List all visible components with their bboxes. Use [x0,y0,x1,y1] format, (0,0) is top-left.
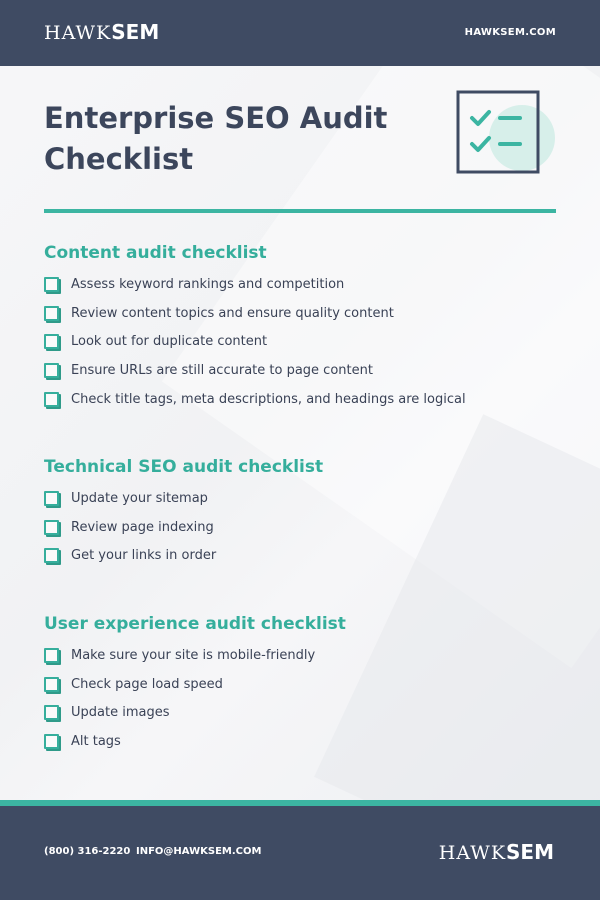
checkbox-icon[interactable] [44,277,59,292]
email-link[interactable]: INFO@HAWKSEM.COM [136,846,262,857]
header-bar [0,0,600,66]
checkbox-icon[interactable] [44,392,59,407]
checkbox-icon[interactable] [44,705,59,720]
checklist-item [44,727,564,756]
checklist-item-label: Look out for duplicate content [71,334,268,350]
checklist-item-label: Ensure URLs are still accurate to page content [71,362,373,378]
title-divider [44,209,556,213]
logo-wordmark-sem: SEM [506,840,554,864]
page-title: Enterprise SEO Audit Checklist [44,101,388,176]
checklist-item-label: Check title tags, meta descriptions, and headings are logical [71,391,466,407]
section-user-experience-audit [44,613,564,756]
checklist-item [44,270,564,299]
website-link[interactable]: HAWKSEM.COM [464,27,556,38]
checklist-item [44,385,564,414]
checklist-item [44,484,564,513]
checklist [44,484,564,570]
checklist-item [44,641,564,670]
checklist-icon [452,88,560,186]
hawksem-logo[interactable] [44,20,159,44]
checklist-item [44,541,564,570]
checklist-item [44,698,564,727]
checklist-item [44,356,564,385]
checkbox-icon[interactable] [44,548,59,563]
logo-wordmark-hawk: HAWK [44,22,112,44]
phone-number-link[interactable]: (800) 316-2220 [44,846,131,857]
checklist-item-label: Alt tags [71,733,121,749]
section-title: User experience audit checklist [44,614,346,634]
logo-wordmark-hawk: HAWK [438,842,507,864]
checkbox-icon[interactable] [44,334,59,349]
checklist [44,270,564,413]
checklist-item-label: Update your sitemap [71,490,208,506]
checklist-item [44,327,564,356]
checklist-item-label: Check page load speed [71,676,223,692]
checkbox-icon[interactable] [44,734,59,749]
checklist-item [44,670,564,699]
section-technical-seo-audit [44,456,564,570]
checklist [44,641,564,756]
checkbox-icon[interactable] [44,648,59,663]
checkbox-icon[interactable] [44,520,59,535]
footer-bar [0,806,600,900]
checklist-item-label: Review content topics and ensure quality content [71,305,394,321]
checkbox-icon[interactable] [44,306,59,321]
section-title: Technical SEO audit checklist [44,457,324,477]
checklist-item-label: Review page indexing [71,519,214,535]
logo-wordmark-sem: SEM [111,20,160,44]
checklist-item [44,513,564,542]
hawksem-logo[interactable] [439,840,554,864]
checklist-item-label: Update images [71,705,170,721]
checklist-item-label: Get your links in order [71,548,217,564]
checklist-item [44,299,564,328]
checkbox-icon[interactable] [44,677,59,692]
section-title: Content audit checklist [44,243,267,263]
checklist-item-label: Assess keyword rankings and competition [71,276,345,292]
section-content-audit [44,242,564,413]
checkbox-icon[interactable] [44,491,59,506]
checklist-item-label: Make sure your site is mobile-friendly [71,647,316,663]
checkbox-icon[interactable] [44,363,59,378]
